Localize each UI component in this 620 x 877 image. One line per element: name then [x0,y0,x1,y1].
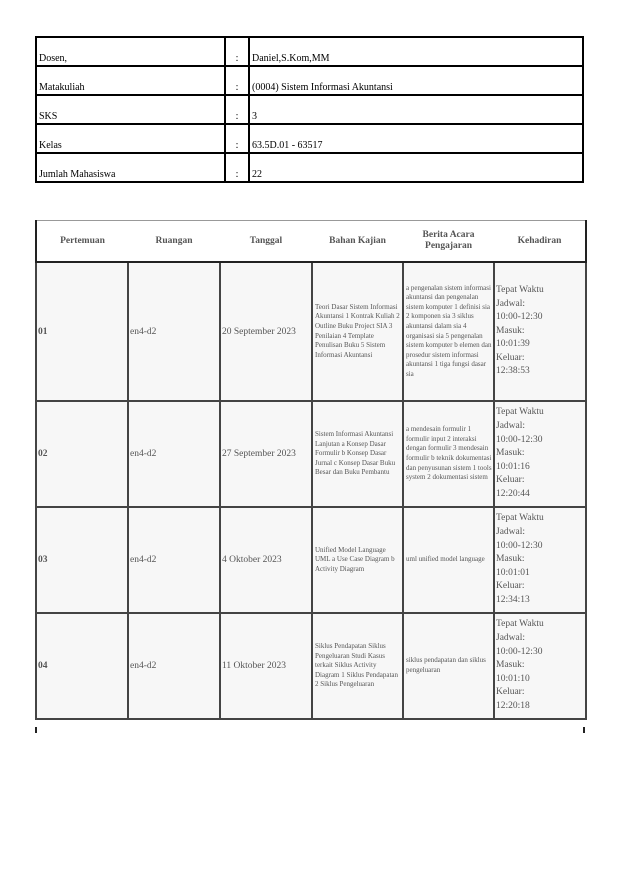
berita-acara-cell: a mendesain formulir 1 formulir input 2 interaksi dengan formulir 3 mendesain formulir b teknik dokumentasi dan penyusunan sistem 1 tools system 2 dokumentasi sistem [403,401,494,507]
info-colon: : [225,95,249,124]
jadwal-value: 10:00-12:30 [496,312,543,323]
info-value: (0004) Sistem Informasi Akuntansi [249,66,583,95]
status-text: Tepat Waktu [496,284,544,295]
table-row [36,262,586,401]
bahan-kajian-cell: Unified Model Language UML a Use Case Diagram b Activity Diagram [312,507,403,613]
info-label: Kelas [36,124,225,153]
berita-acara-cell: siklus pendapatan dan siklus pengeluaran [403,613,494,719]
masuk-label: Masuk: [496,448,525,459]
masuk-value: 10:01:16 [496,461,530,472]
kehadiran-cell [494,613,586,719]
keluar-value: 12:34:13 [496,594,530,605]
keluar-label: Keluar: [496,581,525,592]
masuk-value: 10:01:01 [496,567,530,578]
table-row [36,613,586,719]
kehadiran-cell [494,507,586,613]
bahan-kajian-cell: Siklus Pendapatan Siklus Pengeluaran Studi Kasus terkait Siklus Activity Diagram 1 Siklus Pendapatan 2 Siklus Pengeluaran [312,613,403,719]
jadwal-value: 10:00-12:30 [496,434,543,445]
info-colon: : [225,66,249,95]
jadwal-value: 10:00-12:30 [496,646,543,657]
ruangan-cell: en4-d2 [128,401,220,507]
masuk-label: Masuk: [496,554,525,565]
info-value: 22 [249,153,583,182]
status-text: Tepat Waktu [496,513,544,524]
kehadiran-cell [494,262,586,401]
info-row-kelas [36,124,583,153]
info-row-dosen [36,37,583,66]
info-label: Jumlah Mahasiswa [36,153,225,182]
jadwal-label: Jadwal: [496,527,526,538]
ruangan-cell: en4-d2 [128,507,220,613]
keluar-value: 12:20:44 [496,488,530,499]
jadwal-label: Jadwal: [496,298,526,309]
info-colon: : [225,37,249,66]
info-row-sks [36,95,583,124]
keluar-value: 12:38:53 [496,366,530,377]
info-value: 3 [249,95,583,124]
info-colon: : [225,124,249,153]
ruangan-cell: en4-d2 [128,262,220,401]
info-label: Matakuliah [36,66,225,95]
status-text: Tepat Waktu [496,407,544,418]
attendance-header-row [36,221,586,263]
berita-acara-cell: uml unified model language [403,507,494,613]
masuk-label: Masuk: [496,660,525,671]
info-label: Dosen, [36,37,225,66]
header-bahan-kajian: Bahan Kajian [312,221,403,263]
pertemuan-cell: 04 [36,613,128,719]
header-berita-acara: Berita Acara Pengajaran [403,221,494,263]
info-row-jumlah-mahasiswa [36,153,583,182]
pertemuan-cell: 03 [36,507,128,613]
tanggal-cell: 27 September 2023 [220,401,312,507]
jadwal-label: Jadwal: [496,421,526,432]
header-tanggal: Tanggal [220,221,312,263]
ruangan-cell: en4-d2 [128,613,220,719]
attendance-table [35,220,587,720]
header-ruangan: Ruangan [128,221,220,263]
masuk-value: 10:01:39 [496,339,530,350]
header-kehadiran: Kehadiran [494,221,586,263]
table-row [36,401,586,507]
info-colon: : [225,153,249,182]
tanggal-cell: 20 September 2023 [220,262,312,401]
keluar-label: Keluar: [496,475,525,486]
table-row [36,507,586,613]
status-text: Tepat Waktu [496,619,544,630]
masuk-label: Masuk: [496,325,525,336]
table-continuation [35,727,585,733]
bahan-kajian-cell: Sistem Informasi Akuntansi Lanjutan a Konsep Dasar Formulir b Konsep Dasar Jurnal c Konsep Dasar Buku Besar dan Buku Pembantu [312,401,403,507]
pertemuan-cell: 02 [36,401,128,507]
course-info-table [35,36,584,183]
masuk-value: 10:01:10 [496,673,530,684]
info-row-matakuliah [36,66,583,95]
kehadiran-cell [494,401,586,507]
tanggal-cell: 4 Oktober 2023 [220,507,312,613]
info-value: 63.5D.01 - 63517 [249,124,583,153]
jadwal-value: 10:00-12:30 [496,540,543,551]
info-label: SKS [36,95,225,124]
header-pertemuan: Pertemuan [36,221,128,263]
jadwal-label: Jadwal: [496,633,526,644]
keluar-label: Keluar: [496,352,525,363]
keluar-value: 12:20:18 [496,700,530,711]
tanggal-cell: 11 Oktober 2023 [220,613,312,719]
berita-acara-cell: a pengenalan sistem informasi akuntansi dan pengenalan sistem komputer 1 definisi sia 2 komponen sia 3 siklus akuntansi dalam sia 4 organisasi sia 5 pengenalan sistem komputer b elemen dan prosedur sistem informasi akuntansi 1 tiga fungsi dasar sia [403,262,494,401]
info-value: Daniel,S.Kom,MM [249,37,583,66]
bahan-kajian-cell: Teori Dasar Sistem Informasi Akuntansi 1 Kontrak Kuliah 2 Outline Buku Project SIA 3 Penilaian 4 Template Penulisan Buku 5 Sistem Informasi Akuntansi [312,262,403,401]
keluar-label: Keluar: [496,687,525,698]
pertemuan-cell: 01 [36,262,128,401]
